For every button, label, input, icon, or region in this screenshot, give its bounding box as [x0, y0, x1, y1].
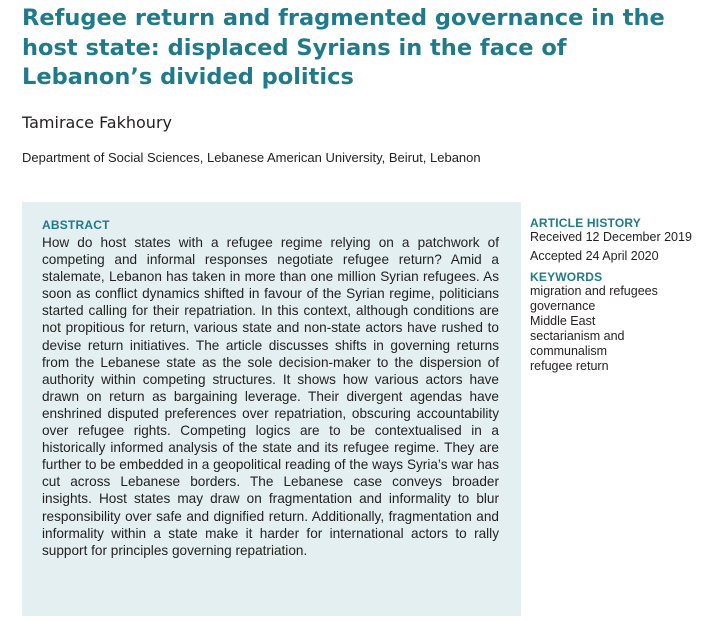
abstract-text: How do host states with a refugee regime relying on a patchwork of competing and informal responses negotiate refugee return? Amid a stalemate, Lebanon has taken in more than one million Syrian refugees. As soon as conflict dynamics shifted in favour of the Syrian regime, politicians started calling for their repatriation. In this context, although conditions are not propitious for return, various state and non-state actors have rushed to devise return initiatives. The article discusses shifts in governing returns from the Lebanese state as the sole decision-maker to the dispersion of authority within competing structures. It shows how various actors have drawn on return as bargaining leverage. Their divergent agendas have enshrined disputed preferences over repatriation, obscuring accountability over refugee rights. Competing logics are to be contextualised in a historically informed analysis of the state and its refugee regime. They are further to be embedded in a geopolitical reading of the ways Syria’s war has cut across Lebanese borders. The Lebanese case conveys broader insights. Host states may draw on fragmentation and informality to blur responsibility over safe and dignified return. Additionally, fragmentation and informality within a state make it harder for international actors to rally support for principles governing repatriation. — [42, 235, 499, 558]
author-name: Tamirace Fakhoury — [22, 113, 172, 132]
keyword-item: migration and refugees governance — [530, 284, 658, 313]
article-history-heading: ARTICLE HISTORY — [530, 216, 642, 230]
keyword-item: refugee return — [530, 359, 609, 373]
article-title: Refugee return and fragmented governance in the host state: displaced Syrians in the face of Lebanon’s divided politics — [22, 5, 665, 90]
keywords — [530, 270, 700, 374]
article-history — [530, 216, 700, 264]
abstract-heading: ABSTRACT — [42, 218, 110, 232]
accepted-date: Accepted 24 April 2020 — [530, 249, 659, 263]
article-sidebar — [530, 216, 700, 374]
received-date: Received 12 December 2019 — [530, 230, 692, 244]
keywords-heading: KEYWORDS — [530, 270, 603, 284]
abstract-box — [22, 202, 521, 616]
author-affiliation: Department of Social Sciences, Lebanese American University, Beirut, Lebanon — [22, 150, 481, 165]
keyword-item: Middle East — [530, 314, 596, 328]
keyword-item: sectarianism and communalism — [530, 329, 625, 358]
